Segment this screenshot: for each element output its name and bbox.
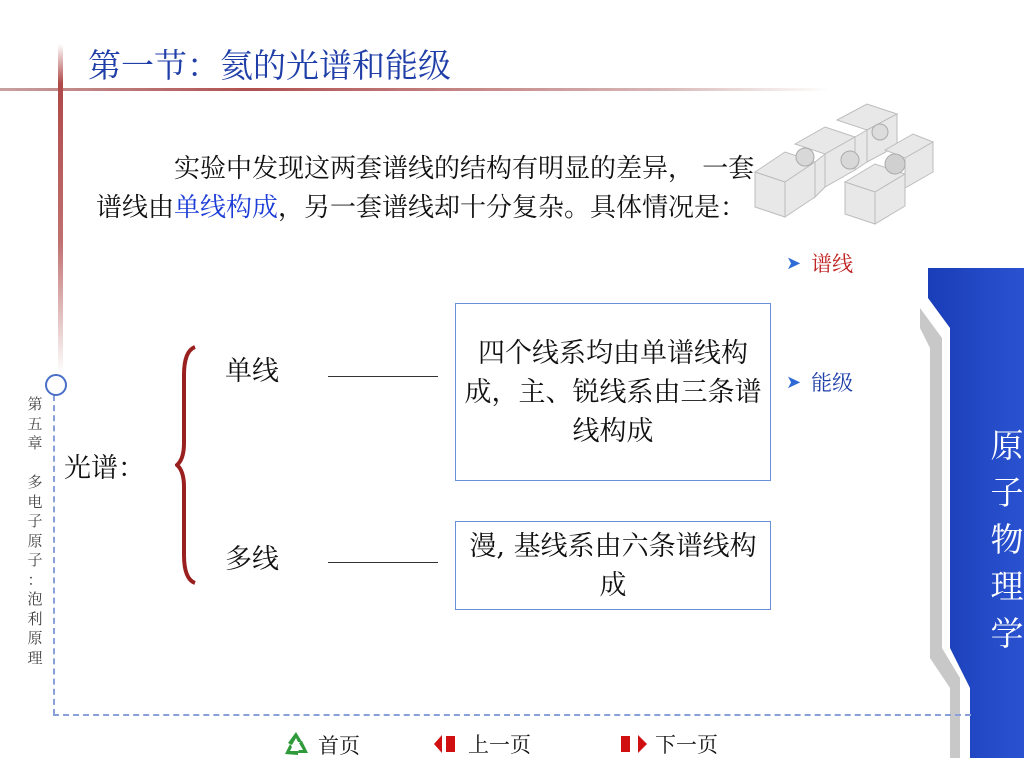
band-char: 物 [990,520,1024,559]
single-line-label: 单线 [225,356,279,387]
header-rule [0,88,830,91]
nav-item-spectrum-label: 谱线 [811,252,854,276]
multi-line-description-box [455,521,771,610]
prev-arrow-icon [432,732,462,756]
next-label: 下一页 [655,733,718,757]
band-char: 理 [990,567,1024,606]
connector-line [328,376,438,377]
bottom-dashed-rule [53,714,971,716]
chapter-char: 利 [27,609,43,628]
chapter-char: 多 [27,473,43,491]
page-title: 第一节：氦的光谱和能级 [88,46,451,85]
chapter-char: 子 [27,512,43,530]
nav-item-spectrum[interactable] [786,248,853,278]
recycle-icon [280,729,312,761]
multi-line-label: 多线 [225,544,279,575]
side-band-title [985,422,1024,657]
prev-page-button[interactable] [432,729,531,759]
band-char: 原 [990,426,1024,465]
chapter-char: 原 [27,531,43,550]
chapter-char: 泡 [27,590,43,608]
arrow-right-icon: ➤ [786,252,802,274]
intro-paragraph [96,150,761,228]
chapter-char: 章 [27,434,43,452]
arrow-right-icon: ➤ [786,371,802,393]
next-page-button[interactable] [619,729,718,759]
prev-label: 上一页 [468,733,531,757]
intro-text-part1: 实验中发现这两套谱线的结构有明显的差异， 一套谱线由 [96,154,755,223]
cubes-decoration [745,102,935,232]
chapter-char: 电 [27,492,43,511]
band-char: 学 [990,614,1024,653]
band-char: 子 [990,473,1024,512]
home-button[interactable] [280,729,360,761]
chapter-char: 理 [27,648,43,667]
brace-icon [175,345,205,585]
nav-item-energy-level-label: 能级 [811,371,854,395]
home-label: 首页 [318,734,360,758]
connector-line [328,562,438,563]
chapter-char: 子 [27,551,43,569]
nav-item-energy-level[interactable] [786,367,853,397]
circle-marker-icon [45,374,67,396]
box2-text: 漫, 基线系由六条谱线构成 [469,530,757,601]
intro-text-part2: ，另一套谱线却十分复杂。具体情况是： [278,193,747,223]
chapter-spacer [24,454,46,474]
vertical-accent-rule [58,44,63,374]
chapter-char: 第 [27,395,43,413]
left-dashed-rule [53,395,55,715]
intro-highlight: 单线构成 [174,193,279,223]
chapter-char: 五 [27,414,43,433]
chapter-label [24,395,46,668]
box1-text: 四个线系均由单谱线构成，主、锐线系由三条谱线构成 [464,337,762,447]
chapter-char: ： [27,570,43,589]
chapter-char: 原 [27,629,43,647]
next-arrow-icon [619,732,649,756]
spectrum-label: 光谱： [64,453,145,484]
single-line-description-box [455,303,771,481]
